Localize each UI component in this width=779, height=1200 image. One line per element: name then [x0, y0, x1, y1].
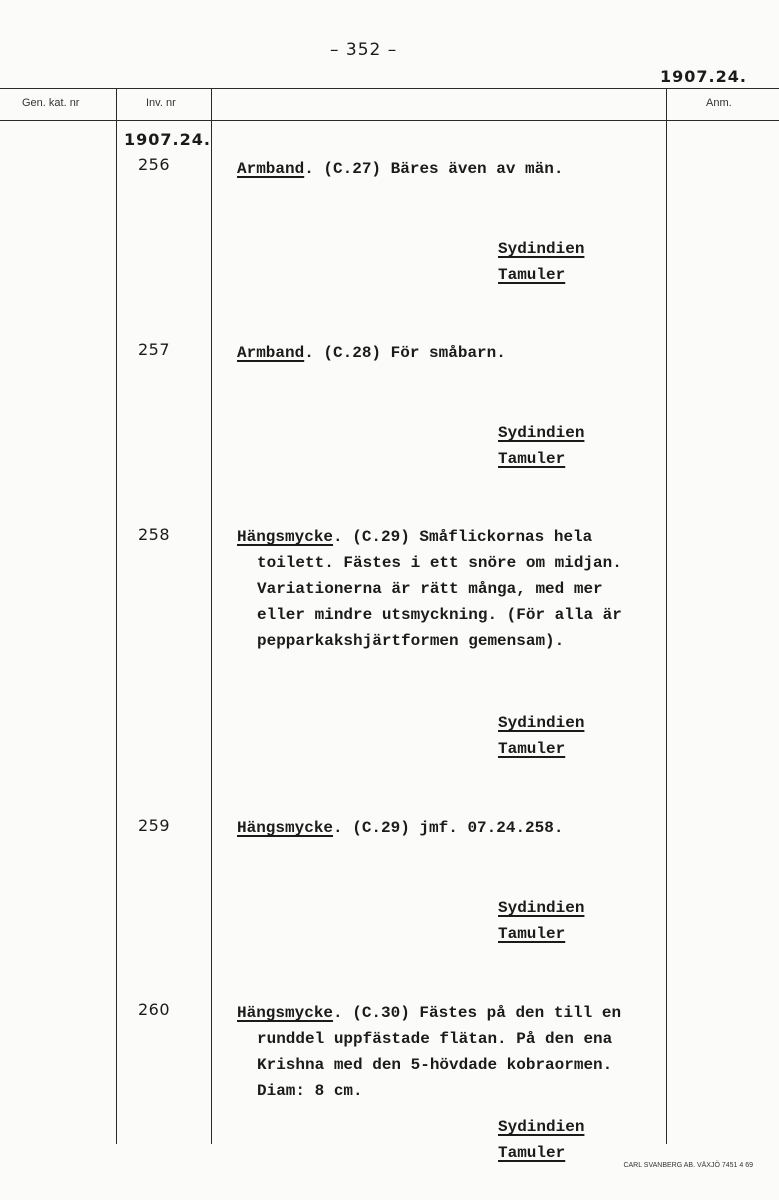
origin-region: Sydindien: [498, 1118, 585, 1136]
year-cell: 1907.24.: [124, 130, 211, 149]
item-description: . (C.30) Fästes på den till en: [333, 1004, 622, 1022]
origin-people: Tamuler: [498, 740, 566, 758]
catalog-entry: [237, 1000, 669, 1104]
year-header: 1907.24.: [660, 67, 747, 86]
origin-region: Sydindien: [498, 899, 585, 917]
column-divider-2: [211, 88, 212, 1144]
column-header-gen-kat: Gen. kat. nr: [22, 97, 80, 109]
origin-people: Tamuler: [498, 450, 566, 468]
origin-region: Sydindien: [498, 424, 585, 442]
origin-people: Tamuler: [498, 925, 566, 943]
item-description-line: Krishna med den 5-hövdade kobraormen.: [257, 1056, 613, 1074]
origin-block: [498, 895, 584, 947]
origin-people: Tamuler: [498, 266, 566, 284]
printer-mark: CARL SVANBERG AB. VÄXJÖ 7451 4 69: [623, 1162, 753, 1169]
item-description-line: Diam: 8 cm.: [257, 1082, 363, 1100]
column-header-anm: Anm.: [706, 97, 732, 109]
catalog-entry: [237, 156, 669, 182]
item-description-line: eller mindre utsmyckning. (För alla är: [257, 606, 622, 624]
page-number: – 352 –: [330, 40, 398, 60]
origin-block: [498, 1114, 584, 1166]
column-divider-1: [116, 88, 117, 1144]
item-name: Armband: [237, 344, 305, 362]
origin-region: Sydindien: [498, 714, 585, 732]
inv-number: 260: [138, 1000, 171, 1019]
item-description: . (C.29) jmf. 07.24.258.: [333, 819, 564, 837]
item-description-line: pepparkakshjärtformen gemensam).: [257, 632, 565, 650]
item-name: Hängsmycke: [237, 528, 334, 546]
inv-number: 258: [138, 525, 171, 544]
catalog-entry: [237, 340, 669, 366]
catalog-entry: [237, 815, 669, 841]
inv-number: 256: [138, 155, 171, 174]
item-name: Hängsmycke: [237, 1004, 334, 1022]
origin-block: [498, 710, 584, 762]
item-name: Armband: [237, 160, 305, 178]
item-description-line: toilett. Fästes i ett snöre om midjan.: [257, 554, 622, 572]
item-description: . (C.28) För småbarn.: [304, 344, 506, 362]
inv-number: 257: [138, 340, 171, 359]
item-name: Hängsmycke: [237, 819, 334, 837]
origin-region: Sydindien: [498, 240, 585, 258]
column-header-inv: Inv. nr: [146, 97, 176, 109]
catalog-entry: [237, 524, 669, 654]
inv-number: 259: [138, 816, 171, 835]
origin-block: [498, 420, 584, 472]
origin-block: [498, 236, 584, 288]
item-description-line: Variationerna är rätt många, med mer: [257, 580, 603, 598]
item-description: . (C.27) Bäres även av män.: [304, 160, 564, 178]
item-description-line: runddel uppfästade flätan. På den ena: [257, 1030, 613, 1048]
item-description: . (C.29) Småflickornas hela: [333, 528, 593, 546]
origin-people: Tamuler: [498, 1144, 566, 1162]
